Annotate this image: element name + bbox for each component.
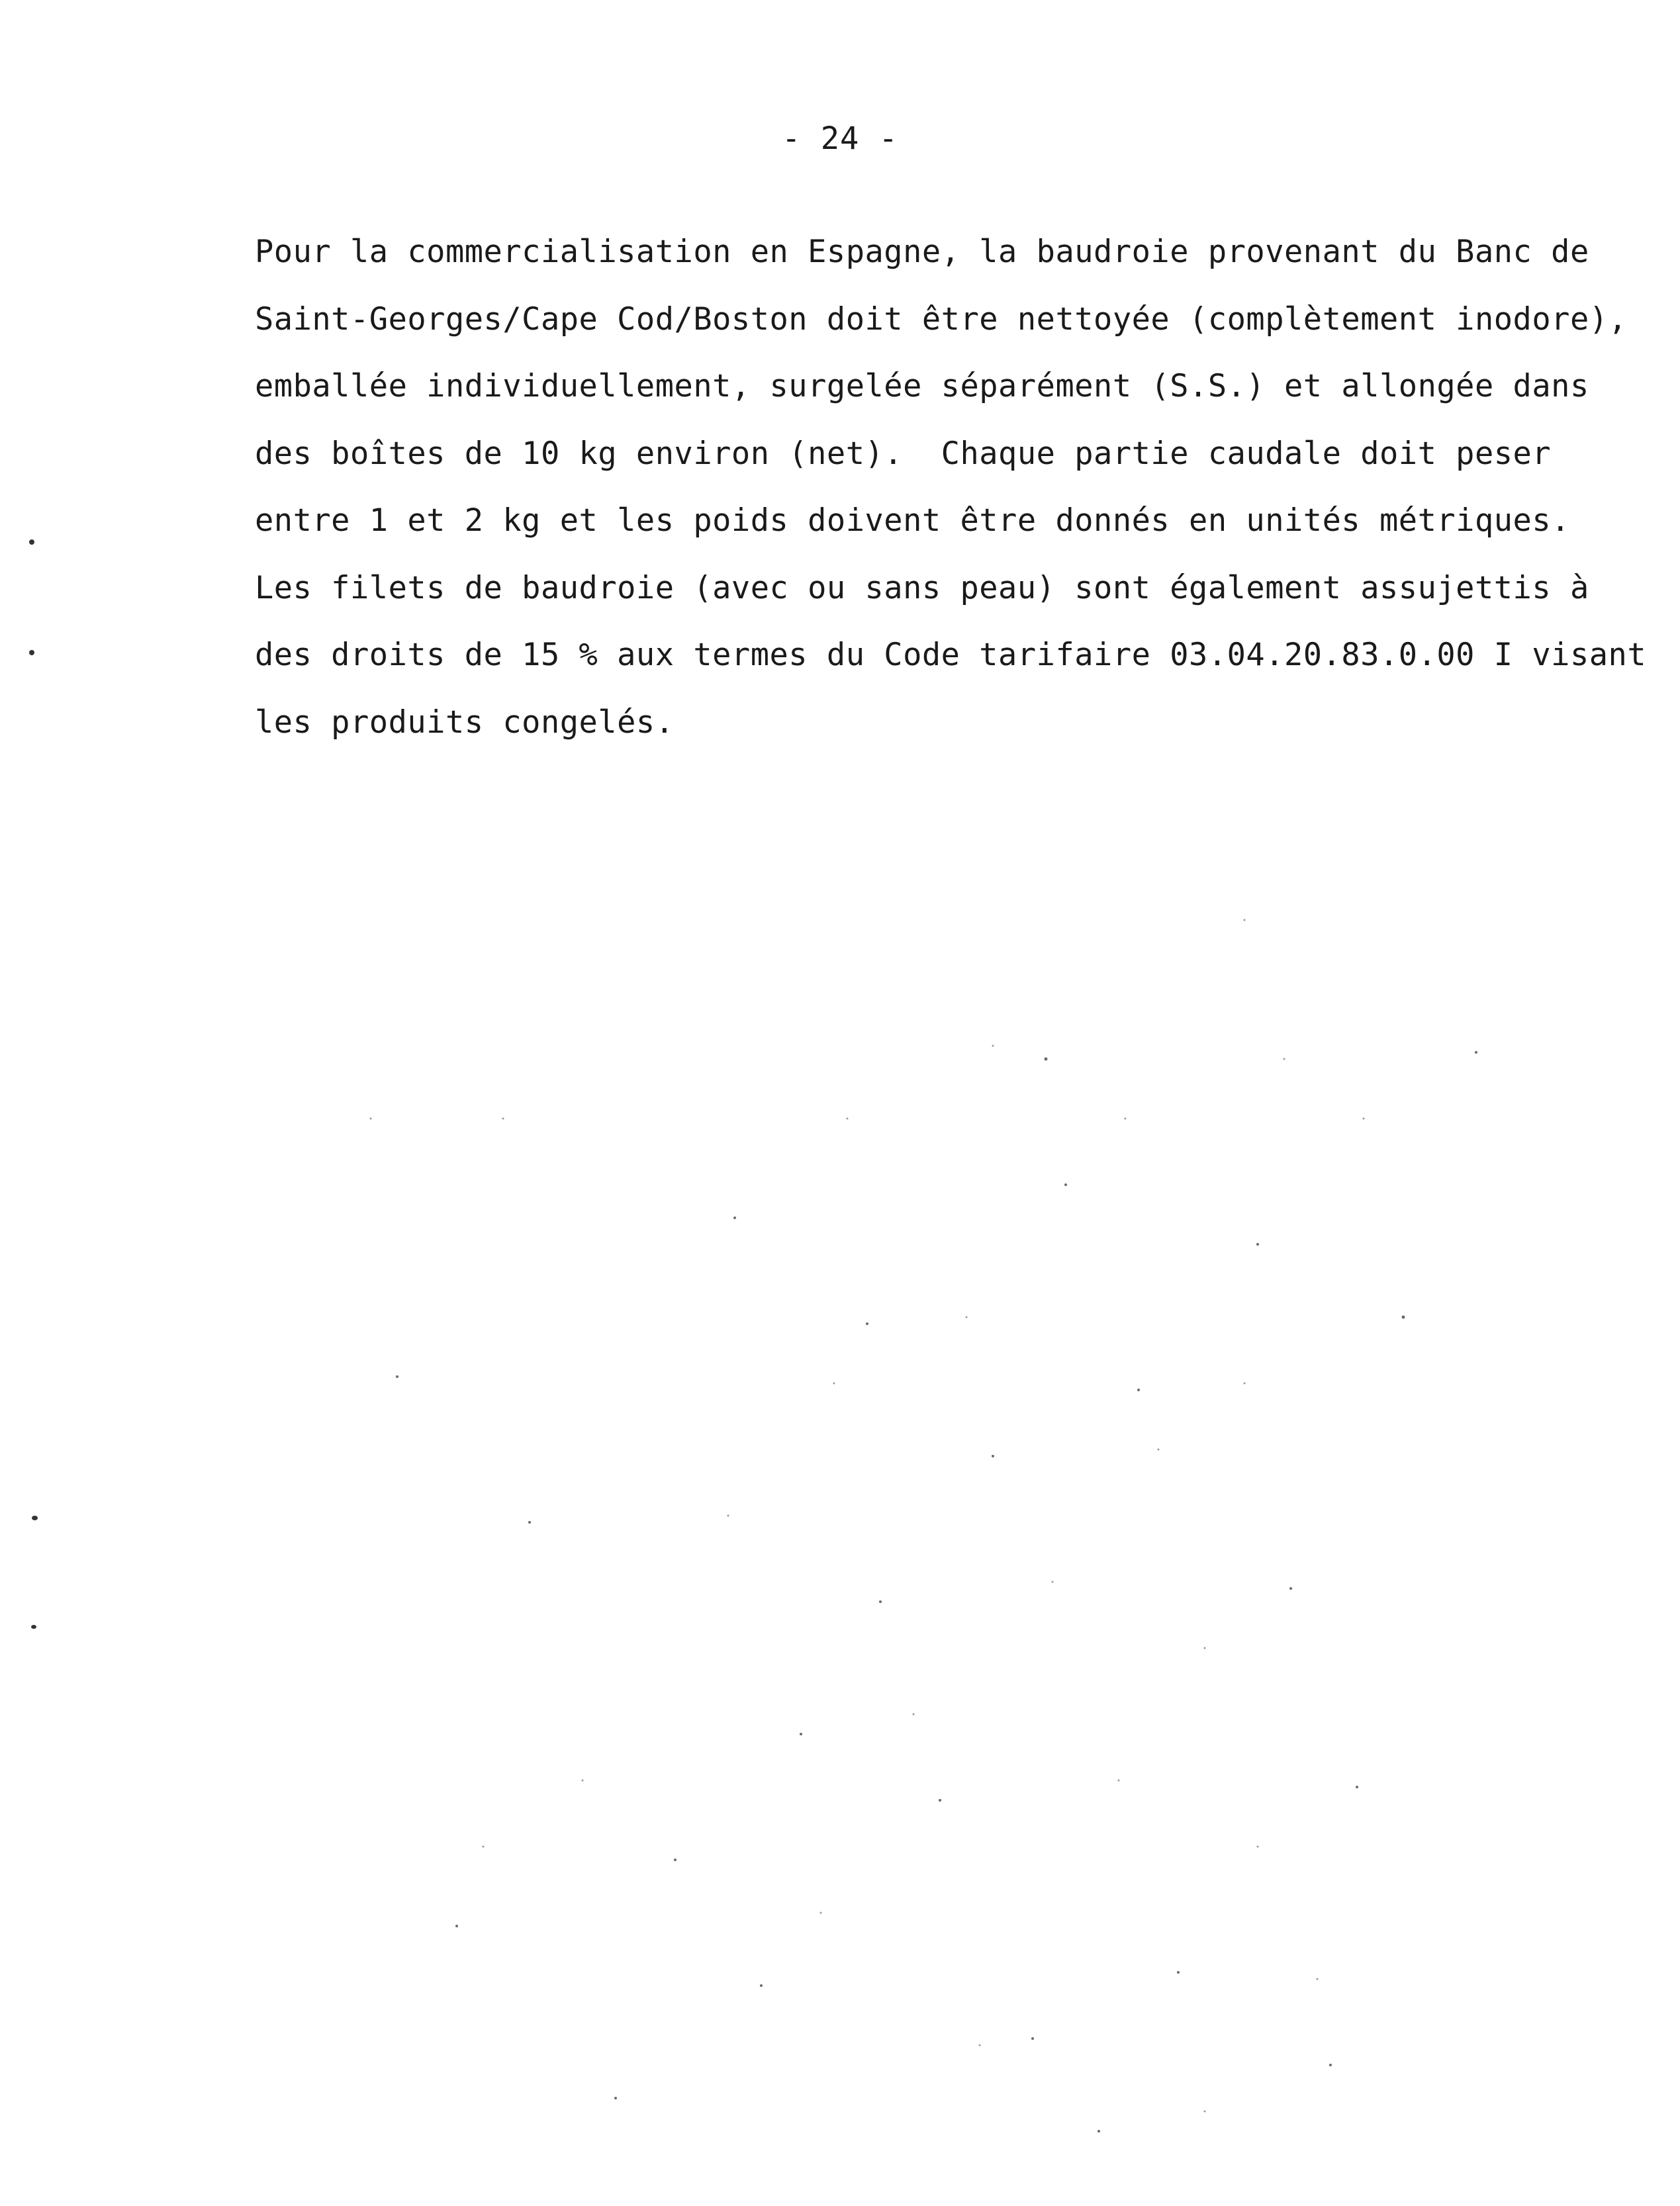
paragraph-line: emballée individuellement, surgelée séparément (S.S.) et allongée dans [255, 368, 1589, 404]
paragraph-line: Saint-Georges/Cape Cod/Boston doit être nettoyée (complètement inodore), [255, 300, 1628, 338]
margin-mark [32, 1516, 38, 1520]
margin-mark [29, 650, 34, 655]
page-number: - 24 - [782, 120, 898, 157]
paragraph-line: entre 1 et 2 kg et les poids doivent être donnés en unités métriques. [255, 502, 1570, 539]
paragraph-line: Les filets de baudroie (avec ou sans peau) sont également assujettis à [255, 569, 1589, 606]
paragraph-line: des droits de 15 % aux termes du Code tarifaire 03.04.20.83.0.00 I visant [255, 637, 1647, 673]
margin-mark [31, 1625, 36, 1629]
margin-mark [29, 539, 34, 545]
paragraph-line: les produits congelés. [255, 704, 675, 741]
body-paragraph [255, 218, 1647, 756]
paragraph-line: des boîtes de 10 kg environ (net). Chaque partie caudale doit peser [255, 435, 1552, 472]
paragraph-line: Pour la commercialisation en Espagne, la baudroie provenant du Banc de [255, 234, 1589, 270]
